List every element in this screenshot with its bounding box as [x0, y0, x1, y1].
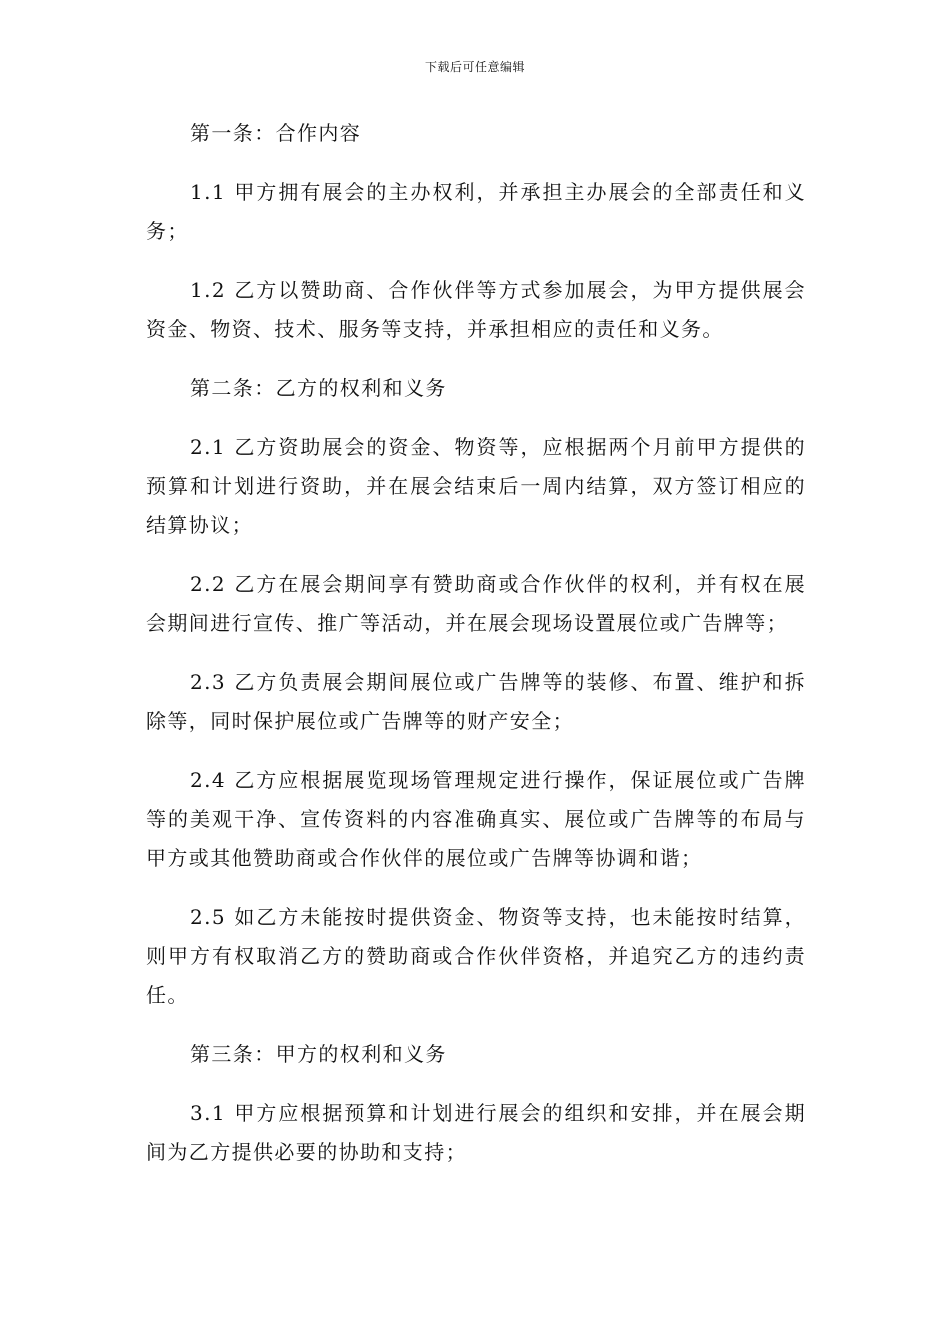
article-1-heading: 第一条：合作内容 [190, 121, 362, 145]
clause-1-2: 1.2 乙方以赞助商、合作伙伴等方式参加展会，为甲方提供展会资金、物资、技术、服务等支持，并承担相应的责任和义务。 [146, 278, 806, 341]
clause-3-1: 3.1 甲方应根据预算和计划进行展会的组织和安排，并在展会期间为乙方提供必要的协助和支持； [146, 1101, 806, 1164]
document-body [146, 114, 806, 1192]
article-2-heading: 第二条：乙方的权利和义务 [190, 376, 447, 400]
clause-2-4: 2.4 乙方应根据展览现场管理规定进行操作，保证展位或广告牌等的美观干净、宣传资料的内容准确真实、展位或广告牌等的布局与甲方或其他赞助商或合作伙伴的展位或广告牌等协调和谐； [146, 768, 806, 870]
header-note: 下载后可任意编辑 [424, 60, 525, 74]
article-3-heading: 第三条：甲方的权利和义务 [190, 1042, 447, 1066]
clause-2-3: 2.3 乙方负责展会期间展位或广告牌等的装修、布置、维护和拆除等，同时保护展位或广告牌等的财产安全； [146, 670, 806, 733]
clause-2-1: 2.1 乙方资助展会的资金、物资等，应根据两个月前甲方提供的预算和计划进行资助，并在展会结束后一周内结算，双方签订相应的结算协议； [146, 435, 806, 537]
clause-2-2: 2.2 乙方在展会期间享有赞助商或合作伙伴的权利，并有权在展会期间进行宣传、推广等活动，并在展会现场设置展位或广告牌等； [146, 572, 806, 635]
clause-1-1: 1.1 甲方拥有展会的主办权利，并承担主办展会的全部责任和义务； [146, 180, 806, 243]
clause-2-5: 2.5 如乙方未能按时提供资金、物资等支持，也未能按时结算，则甲方有权取消乙方的赞助商或合作伙伴资格，并追究乙方的违约责任。 [146, 905, 806, 1007]
